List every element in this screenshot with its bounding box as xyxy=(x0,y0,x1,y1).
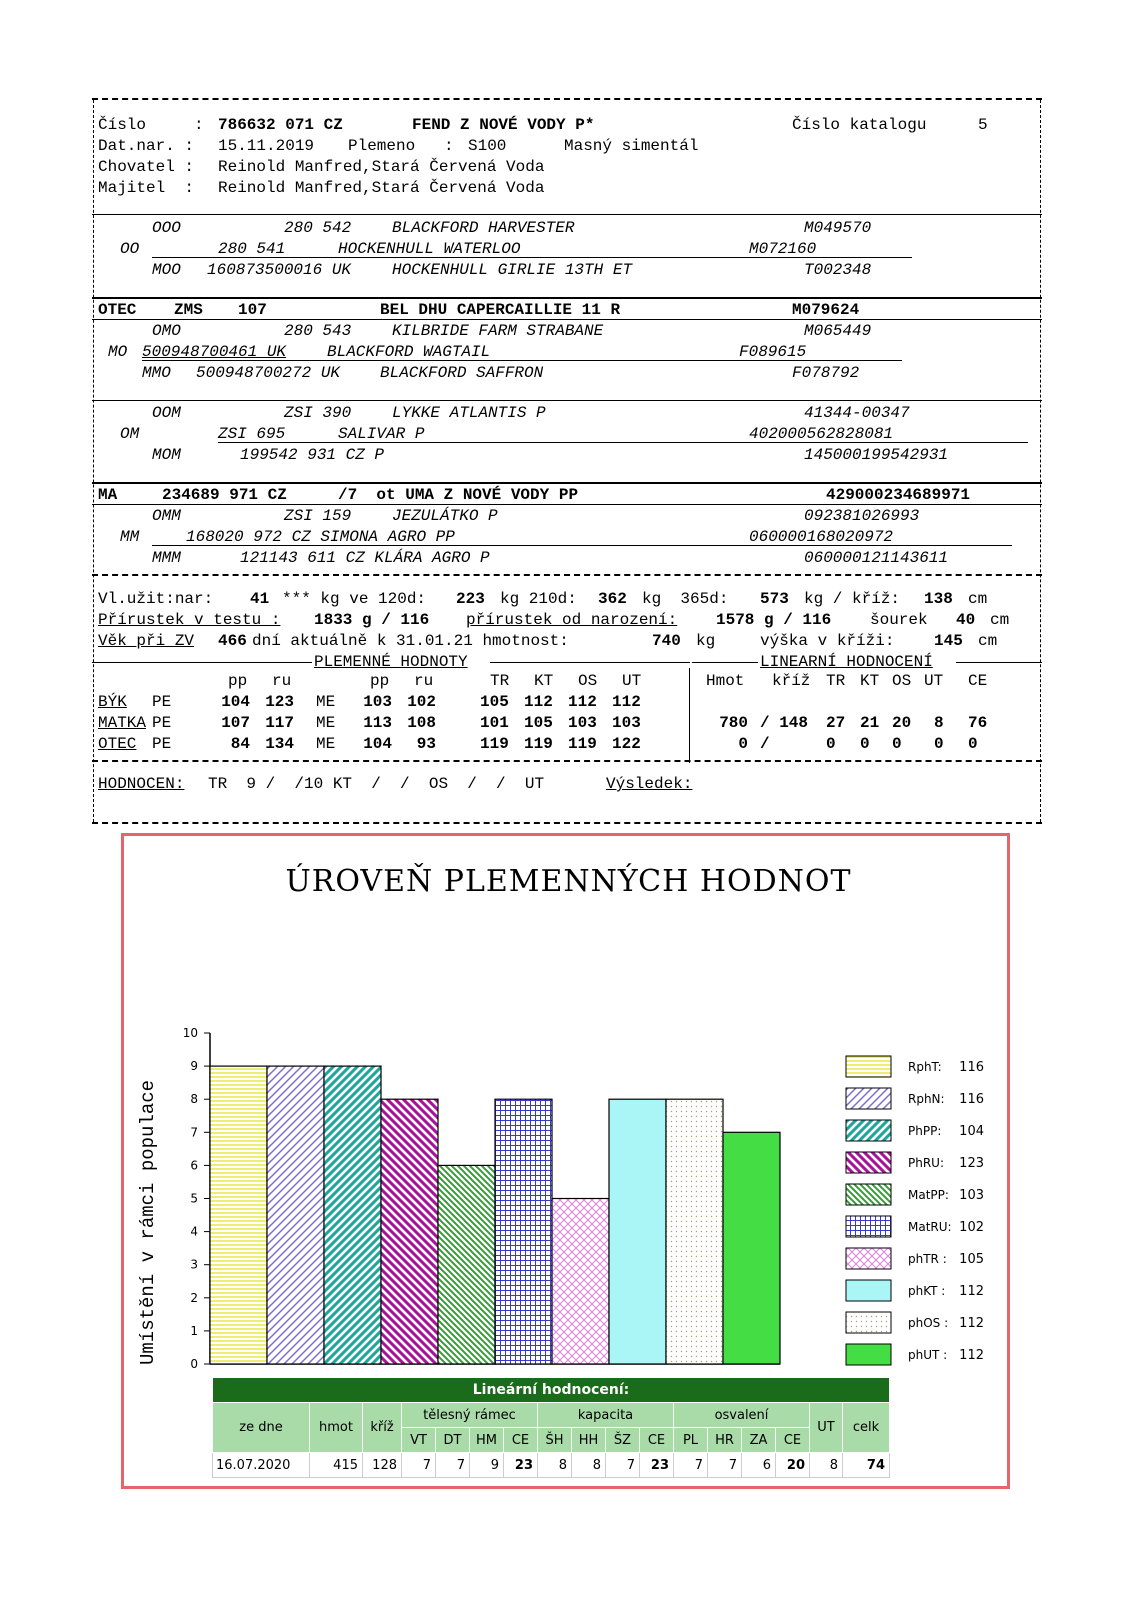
linear-value: 23 xyxy=(640,1453,674,1478)
breeding-cell-tr2: 0 xyxy=(826,735,836,753)
legend-label: MatPP: xyxy=(908,1188,949,1202)
breeding-cell-os2: 20 xyxy=(892,714,912,732)
breeding-cell-kriz: / 148 xyxy=(760,714,809,732)
legend-swatch xyxy=(846,1152,891,1173)
breeding-cell-pp: 107 xyxy=(221,714,250,732)
bar-5 xyxy=(495,1099,552,1364)
linear-subheader: ZA xyxy=(742,1428,776,1453)
breeding-cell-pe: PE xyxy=(152,693,172,711)
linear-value: 7 xyxy=(606,1453,640,1478)
linear-value: 7 xyxy=(402,1453,436,1478)
breeding-cell-hmot: 0 xyxy=(738,735,748,753)
breeding-cell-me: ME xyxy=(316,735,336,753)
breeding-cell-ce: 0 xyxy=(968,735,978,753)
linear-value: 7 xyxy=(436,1453,470,1478)
pedigree-ma: MA 234689 971 CZ /7 ot UMA Z NOVÉ VODY PP 429000234689971 xyxy=(98,486,971,504)
linear-subheader: ŠH xyxy=(538,1428,572,1453)
header-line-2: Dat.nar. : 15.11.2019 Plemeno : S100 Masný simentál xyxy=(98,137,699,155)
legend-swatch xyxy=(846,1120,891,1141)
legend-swatch xyxy=(846,1312,891,1333)
y-axis-label: Umístění v rámci populace xyxy=(137,1079,159,1365)
linear-subheader: HR xyxy=(708,1428,742,1453)
breeding-cell-pe: PE xyxy=(152,714,172,732)
linear-value: 16.07.2020 xyxy=(213,1453,310,1478)
breeding-cell-me: ME xyxy=(316,714,336,732)
bar-4 xyxy=(438,1165,495,1364)
pedigree-oo: OO 280 541 HOCKENHULL WATERLOO M072160 xyxy=(120,240,817,258)
legend-swatch xyxy=(846,1280,891,1301)
legend-value: 102 xyxy=(959,1220,984,1235)
legend-swatch xyxy=(846,1248,891,1269)
bar-7 xyxy=(609,1099,666,1364)
breeding-cell-label: OTEC xyxy=(98,735,137,753)
y-tick-label: 1 xyxy=(190,1323,198,1338)
legend-label: MatRU: xyxy=(908,1220,952,1234)
header-line-1: Číslo : 786632 071 CZ FEND Z NOVÉ VODY P* Číslo katalogu 5 xyxy=(98,116,988,134)
linear-subheader: HM xyxy=(470,1428,504,1453)
breeding-cell-pp2: 104 xyxy=(363,735,392,753)
bar-9 xyxy=(723,1132,780,1364)
legend-swatch xyxy=(846,1056,891,1077)
breeding-cell-kt: 112 xyxy=(524,693,553,711)
pedigree-mom: MOM 199542 931 CZ P 145000199542931 xyxy=(152,446,949,464)
pedigree-ooo: OOO 280 542 BLACKFORD HARVESTER M049570 xyxy=(152,219,872,237)
legend-label: RphT: xyxy=(908,1060,942,1074)
pedigree-otec: OTEC ZMS 107 BEL DHU CAPERCAILLIE 11 R M079624 xyxy=(98,301,860,319)
breeding-cell-pp2: 113 xyxy=(363,714,392,732)
legend-label: PhPP: xyxy=(908,1124,942,1138)
breeding-cell-hmot: 780 xyxy=(719,714,748,732)
owner: Reinold Manfred,Stará Červená Voda xyxy=(218,179,545,197)
breeding-cell-me: ME xyxy=(316,693,336,711)
breeding-cell-os: 119 xyxy=(568,735,597,753)
breeding-cell-kt2: 0 xyxy=(860,735,870,753)
breeding-cell-pp2: 103 xyxy=(363,693,392,711)
linear-value: 6 xyxy=(742,1453,776,1478)
linear-value: 23 xyxy=(504,1453,538,1478)
legend-value: 103 xyxy=(959,1188,984,1203)
breeding-cell-os: 103 xyxy=(568,714,597,732)
breed-code: S100 xyxy=(468,137,507,155)
linear-subheader: PL xyxy=(674,1428,708,1453)
legend-swatch xyxy=(846,1184,891,1205)
legend-value: 105 xyxy=(959,1252,984,1267)
breeding-cell-pp: 104 xyxy=(221,693,250,711)
linear-value: 74 xyxy=(843,1453,890,1478)
linear-subheader: CE xyxy=(776,1428,810,1453)
breeding-values-title: PLEMENNÉ HODNOTY xyxy=(314,653,468,671)
linear-title: LINEARNÍ HODNOCENÍ xyxy=(760,653,933,671)
y-tick-label: 8 xyxy=(190,1092,198,1107)
bar-2 xyxy=(324,1066,381,1364)
pedigree-mmm: MMM 121143 611 CZ KLÁRA AGRO P 060000121143611 xyxy=(152,549,949,567)
legend-value: 123 xyxy=(959,1156,984,1171)
performance-line-2: Přírustek v testu : 1833 g / 116 přírustek od narození: 1578 g / 116 šourek 40 cm xyxy=(98,611,1010,629)
breeding-cell-kriz: / xyxy=(760,735,770,753)
breeding-cell-ru: 123 xyxy=(265,693,294,711)
chart-title: ÚROVEŇ PLEMENNÝCH HODNOT xyxy=(285,864,852,899)
bar-0 xyxy=(210,1066,267,1364)
linear-subheader: CE xyxy=(504,1428,538,1453)
bar-1 xyxy=(267,1066,324,1364)
animal-number: 786632 071 CZ xyxy=(218,116,343,134)
y-tick-label: 10 xyxy=(182,1026,198,1040)
linear-value: 8 xyxy=(572,1453,606,1478)
y-tick-label: 9 xyxy=(190,1059,198,1074)
header-line-4: Majitel : Reinold Manfred,Stará Červená Voda xyxy=(98,179,545,197)
breeding-cell-os: 112 xyxy=(568,693,597,711)
legend-value: 104 xyxy=(959,1124,984,1139)
linear-subheader: DT xyxy=(436,1428,470,1453)
legend-label: phUT : xyxy=(908,1348,948,1362)
bar-3 xyxy=(381,1099,438,1364)
linear-subheader: ŠZ xyxy=(606,1428,640,1453)
bar-8 xyxy=(666,1099,723,1364)
legend-label: phTR : xyxy=(908,1252,947,1266)
performance-line-3: Věk při ZV 466 dní aktuálně k 31.01.21 hmotnost: 740 kg výška v kříži: 145 cm xyxy=(98,632,998,650)
breeding-cell-label: BÝK xyxy=(98,693,127,711)
breeding-cell-ut: 103 xyxy=(612,714,641,732)
pedigree-mmo: MMO 500948700272 UK BLACKFORD SAFFRON F078792 xyxy=(142,364,860,382)
y-tick-label: 5 xyxy=(190,1191,198,1206)
breeding-cell-ut: 122 xyxy=(612,735,641,753)
linear-value: 7 xyxy=(674,1453,708,1478)
performance-line-1: Vl.užit:nar: 41 *** kg ve 120d: 223 kg 210d: 362 kg 365d: 573 kg / kříž: 138 cm xyxy=(98,590,988,608)
linear-subheader: VT xyxy=(402,1428,436,1453)
pedigree-mm: MM 168020 972 CZ SIMONA AGRO PP 060000168020972 xyxy=(120,528,894,546)
linear-value: 8 xyxy=(810,1453,843,1478)
breeding-header: pp ru pp ru TR KT OS UT Hmot kříž TR KT OS UT CE xyxy=(228,672,988,690)
breeding-cell-ce: 76 xyxy=(968,714,988,732)
linear-value: 7 xyxy=(708,1453,742,1478)
breeding-cell-ut2: 8 xyxy=(934,714,944,732)
breeding-cell-tr: 119 xyxy=(480,735,509,753)
animal-name: FEND Z NOVÉ VODY P* xyxy=(412,116,595,134)
pedigree-omo: OMO 280 543 KILBRIDE FARM STRABANE M065449 xyxy=(152,322,872,340)
breeding-cell-kt: 119 xyxy=(524,735,553,753)
y-tick-label: 0 xyxy=(190,1357,198,1371)
hodnocen-line: HODNOCEN: TR 9 / /10 KT / / OS / / UT Výsledek: xyxy=(98,775,693,793)
header-line-3: Chovatel : Reinold Manfred,Stará Červená Voda xyxy=(98,158,545,176)
breeding-cell-ru2: 102 xyxy=(407,693,436,711)
breeding-cell-label: MATKA xyxy=(98,714,147,732)
pedigree-moo: MOO 160873500016 UK HOCKENHULL GIRLIE 13TH ET T002348 xyxy=(152,261,872,279)
legend-value: 116 xyxy=(959,1092,984,1107)
breeding-cell-ru: 134 xyxy=(265,735,294,753)
pedigree-oom: OOM ZSI 390 LYKKE ATLANTIS P 41344-00347 xyxy=(152,404,910,422)
breeding-cell-ut2: 0 xyxy=(934,735,944,753)
breeding-cell-pp: 84 xyxy=(230,735,250,753)
pedigree-omm: OMM ZSI 159 JEZULÁTKO P 092381026993 xyxy=(152,507,920,525)
breeding-cell-kt: 105 xyxy=(524,714,553,732)
breeding-cell-tr2: 27 xyxy=(826,714,846,732)
legend-swatch xyxy=(846,1088,891,1109)
linear-table-title: Lineární hodnocení: xyxy=(213,1378,890,1403)
breed-name: Masný simentál xyxy=(564,137,699,155)
y-tick-label: 6 xyxy=(190,1158,198,1173)
legend-value: 112 xyxy=(959,1316,984,1331)
pedigree-mo: MO 500948700461 UK BLACKFORD WAGTAIL F089615 xyxy=(108,343,807,361)
y-tick-label: 2 xyxy=(190,1290,198,1305)
linear-value: 20 xyxy=(776,1453,810,1478)
legend-label: PhRU: xyxy=(908,1156,945,1170)
breeding-cell-ru2: 93 xyxy=(416,735,436,753)
legend-swatch xyxy=(846,1344,891,1365)
linear-subheader: CE xyxy=(640,1428,674,1453)
breeding-cell-kt2: 21 xyxy=(860,714,880,732)
breeding-cell-ru: 117 xyxy=(265,714,294,732)
legend-value: 116 xyxy=(959,1060,984,1075)
breeding-cell-tr: 101 xyxy=(480,714,509,732)
linear-value: 8 xyxy=(538,1453,572,1478)
legend-label: phOS : xyxy=(908,1316,949,1330)
breeder: Reinold Manfred,Stará Červená Voda xyxy=(218,158,545,176)
linear-subheader: HH xyxy=(572,1428,606,1453)
legend-label: RphN: xyxy=(908,1092,945,1106)
y-tick-label: 3 xyxy=(190,1257,198,1272)
breeding-cell-pe: PE xyxy=(152,735,172,753)
breeding-cell-ut: 112 xyxy=(612,693,641,711)
breeding-cell-ru2: 108 xyxy=(407,714,436,732)
breeding-cell-os2: 0 xyxy=(892,735,902,753)
legend-label: phKT : xyxy=(908,1284,946,1298)
linear-value: 415 xyxy=(310,1453,363,1478)
legend-value: 112 xyxy=(959,1348,984,1363)
legend-value: 112 xyxy=(959,1284,984,1299)
legend-swatch xyxy=(846,1216,891,1237)
breeding-cell-tr: 105 xyxy=(480,693,509,711)
y-tick-label: 4 xyxy=(190,1224,198,1239)
linear-evaluation-table: Lineární hodnocení: ze dne hmot kříž tělesný rámec kapacita osvalení UT celk VT DT HM CE ŠH HH ŠZ CE PL HR ZA CE 16.07.2020 415 128 7 7 9 23 8 8 7 23 7 7 6 20 8 74 xyxy=(212,1377,890,1478)
y-tick-label: 7 xyxy=(190,1125,198,1140)
linear-value: 9 xyxy=(470,1453,504,1478)
linear-value: 128 xyxy=(363,1453,402,1478)
bar-6 xyxy=(552,1199,609,1365)
pedigree-om: OM ZSI 695 SALIVAR P 40200056282808​1 xyxy=(120,425,894,443)
catalog-number: 5 xyxy=(978,116,988,134)
birth-date: 15.11.2019 xyxy=(218,137,315,155)
